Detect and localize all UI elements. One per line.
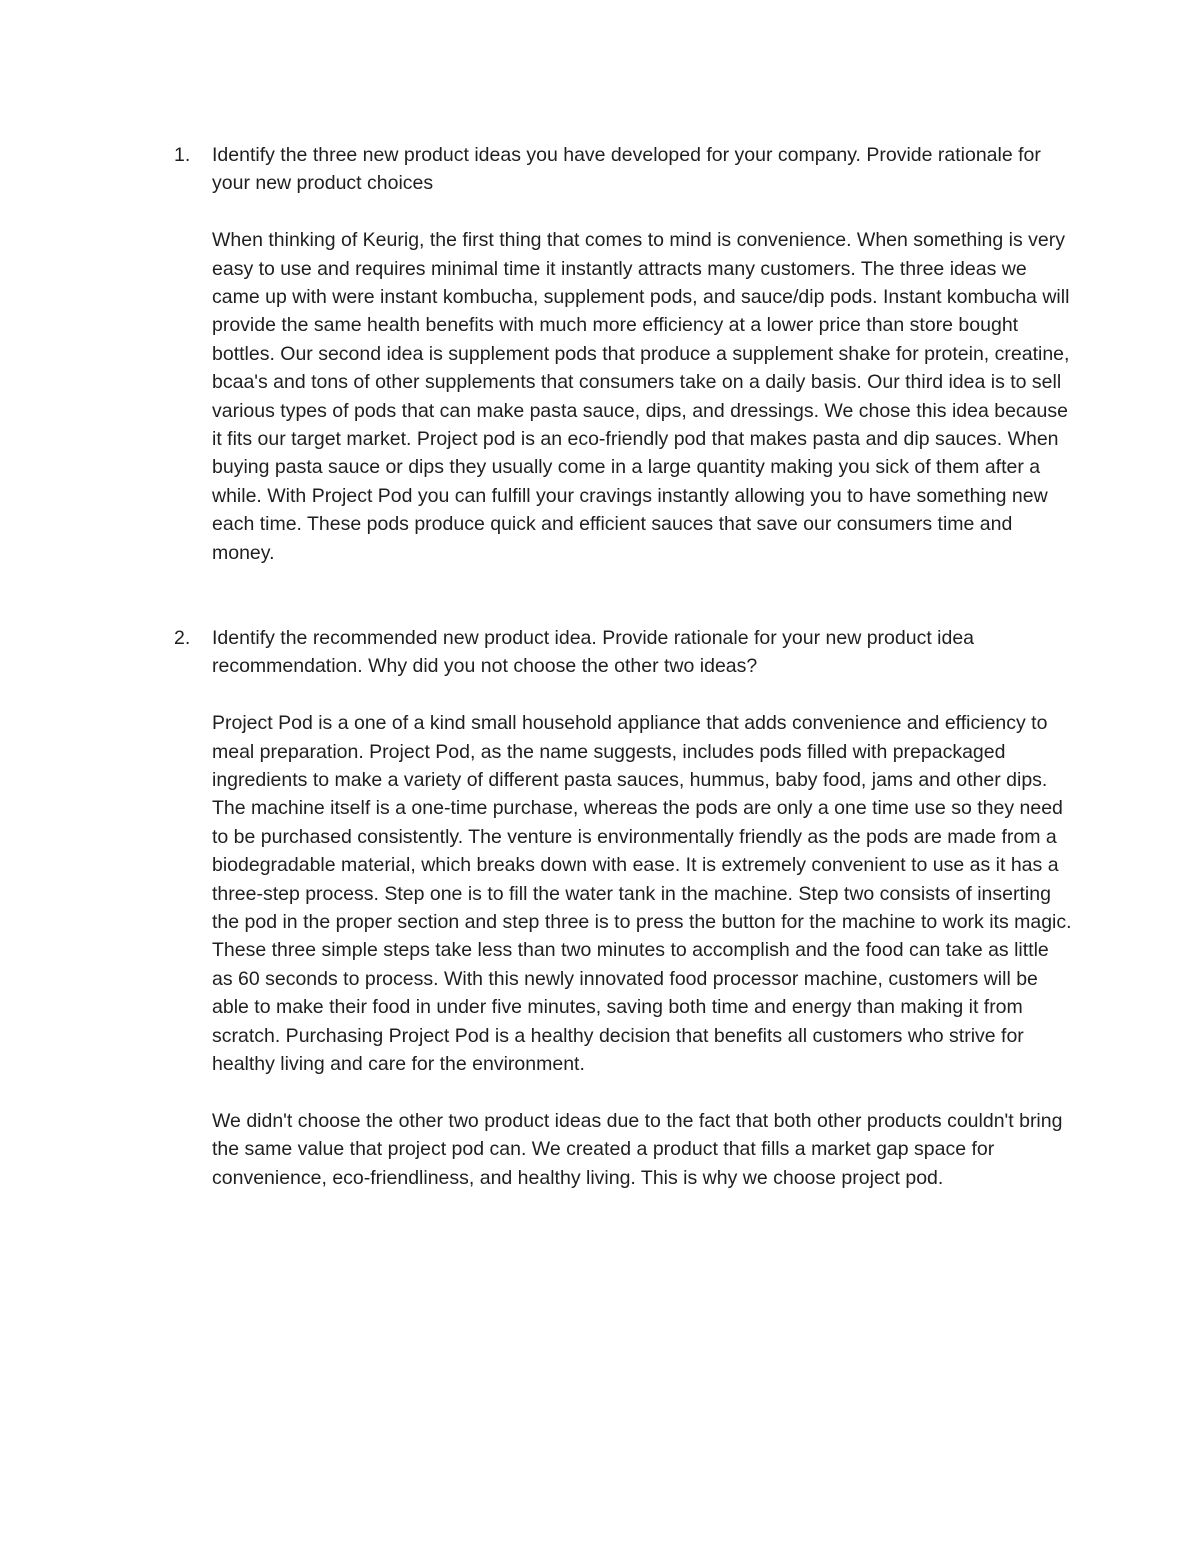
answer-2-paragraph-2: We didn't choose the other two product ideas due to the fact that both other products couldn't bring the same value that project pod can. We created a product that fills a market gap space for convenience, eco-friendliness, and healthy living. This is why we choose project pod. xyxy=(212,1109,1063,1189)
list-item-1 xyxy=(174,141,1072,567)
list-number-1: 1. xyxy=(174,144,191,166)
answer-1-paragraph-1: When thinking of Keurig, the first thing that comes to mind is convenience. When something is very easy to use and requires minimal time it instantly attracts many customers. The three ideas we came up with were instant kombucha, supplement pods, and sauce/dip pods. Instant kombucha will provide the same health benefits with much more efficiency at a lower price than store bought bottles. Our second idea is supplement pods that produce a supplement shake for protein, creatine, bcaa's and tons of other supplements that consumers take on a daily basis. Our third idea is to sell various types of pods that can make pasta sauce, dips, and dressings. We chose this idea because it fits our target market. Project pod is an eco-friendly pod that makes pasta and dip sauces. When buying pasta sauce or dips they usually come in a large quantity making you sick of them after a while. With Project Pod you can fulfill your cravings instantly allowing you to have something new each time. These pods produce quick and efficient sauces that save our consumers time and money. xyxy=(212,229,1070,564)
list-number-2: 2. xyxy=(174,627,191,649)
answer-2-paragraph-1: Project Pod is a one of a kind small household appliance that adds convenience and efficiency to meal preparation. Project Pod, as the name suggests, includes pods filled with prepackaged ingredients to make a variety of different pasta sauces, hummus, baby food, jams and other dips. The machine itself is a one-time purchase, whereas the pods are only a one time use so they need to be purchased consistently. The venture is environmentally friendly as the pods are made from a biodegradable material, which breaks down with ease. It is extremely convenient to use as it has a three-step process. Step one is to fill the water tank in the machine. Step two consists of inserting the pod in the proper section and step three is to press the button for the machine to work its magic. These three simple steps take less than two minutes to accomplish and the food can take as little as 60 seconds to process. With this newly innovated food processor machine, customers will be able to make their food in under five minutes, saving both time and energy than making it from scratch. Purchasing Project Pod is a healthy decision that benefits all customers who strive for healthy living and care for the environment. xyxy=(212,712,1072,1076)
question-2: Identify the recommended new product idea. Provide rationale for your new product idea recommendation. Why did you not choose the other two ideas? xyxy=(212,627,975,678)
list-item-2 xyxy=(174,624,1072,1192)
question-1: Identify the three new product ideas you have developed for your company. Provide rationale for your new product choices xyxy=(212,144,1041,195)
